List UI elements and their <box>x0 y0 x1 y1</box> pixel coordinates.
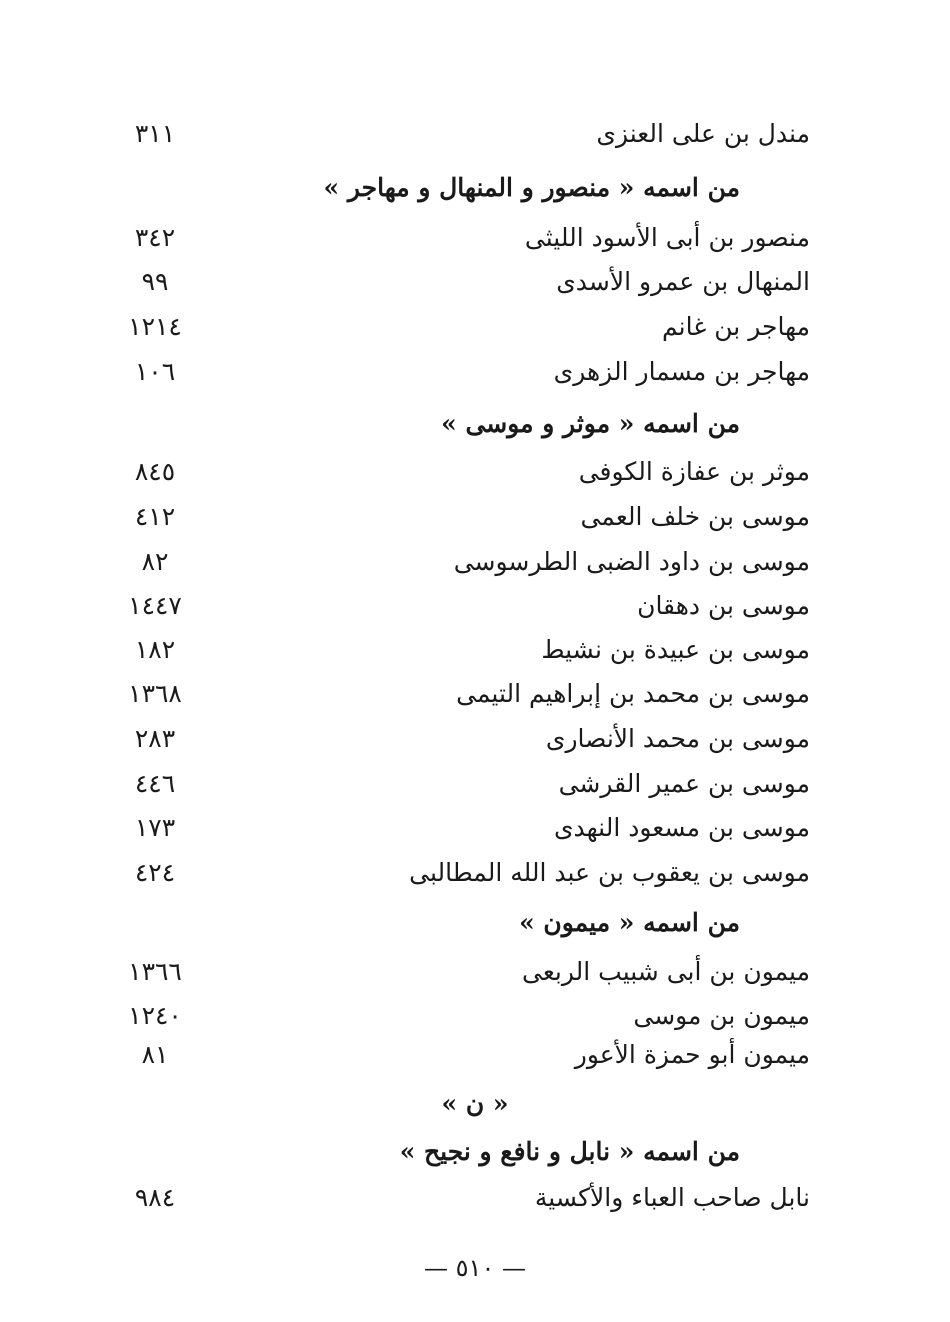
index-entry <box>100 762 810 806</box>
entry-page-number: ٢٨٣ <box>134 724 176 753</box>
index-entry <box>100 216 810 260</box>
index-entry <box>100 450 810 494</box>
index-entry <box>100 628 810 672</box>
index-entry <box>100 584 810 628</box>
entry-name: ميمون بن أبى شبيب الربعى <box>522 957 810 986</box>
index-entry <box>100 540 810 584</box>
entry-page-number: ٤٢٤ <box>134 858 176 887</box>
entry-name: مهاجر بن مسمار الزهرى <box>553 357 810 386</box>
entry-page-number: ٩٨٤ <box>134 1183 176 1212</box>
entry-page-number: ٨٤٥ <box>134 457 176 486</box>
entry-page-number: ١٣٦٦ <box>128 957 182 986</box>
entry-page-number: ١٧٣ <box>134 813 176 842</box>
index-entry <box>100 950 810 994</box>
index-entry <box>100 112 810 156</box>
entry-page-number: ٨١ <box>141 1040 169 1069</box>
entry-name: موسى بن داود الضبى الطرسوسى <box>453 547 810 576</box>
entry-name: موثر بن عفازة الكوفى <box>578 457 810 486</box>
entry-name: موسى بن دهقان <box>637 591 810 620</box>
entry-name: منصور بن أبى الأسود الليثى <box>524 223 810 252</box>
entry-name: نابل صاحب العباء والأكسية <box>534 1183 810 1212</box>
entry-name: مندل بن على العنزى <box>596 119 810 148</box>
entry-name: مهاجر بن غانم <box>662 312 810 341</box>
entry-page-number: ١٠٦ <box>134 357 176 386</box>
entry-page-number: ١٢٤٠ <box>128 1001 182 1030</box>
index-entry <box>100 851 810 895</box>
entry-page-number: ١٤٤٧ <box>128 591 182 620</box>
entry-page-number: ١٢١٤ <box>128 312 182 341</box>
entry-name: ميمون بن موسى <box>633 1001 810 1030</box>
section-heading: من اسمه « موثر و موسى » <box>441 409 740 438</box>
entry-page-number: ٨٢ <box>141 547 169 576</box>
index-entry <box>100 1176 810 1220</box>
index-entry <box>100 495 810 539</box>
letter-heading: « ن » <box>441 1089 509 1118</box>
index-entry <box>100 717 810 761</box>
entry-name: موسى بن محمد بن إبراهيم التيمى <box>456 679 810 708</box>
entry-name: موسى بن محمد الأنصارى <box>545 724 810 753</box>
section-heading: من اسمه « ميمون » <box>519 908 740 937</box>
index-entry <box>100 305 810 349</box>
entry-page-number: ٣٤٢ <box>134 223 176 252</box>
index-entry <box>100 672 810 716</box>
entry-name: موسى بن يعقوب بن عبد الله المطالبى <box>409 858 810 887</box>
entry-page-number: ٤٤٦ <box>134 769 176 798</box>
index-entry <box>100 806 810 850</box>
entry-name: موسى بن مسعود النهدى <box>553 813 810 842</box>
index-entry <box>100 260 810 304</box>
index-entry <box>100 1033 810 1077</box>
entry-page-number: ٩٩ <box>141 267 169 296</box>
entry-page-number: ٤١٢ <box>134 502 176 531</box>
index-entry <box>100 350 810 394</box>
entry-name: موسى بن عمير القرشى <box>558 769 810 798</box>
entry-name: موسى بن عبيدة بن نشيط <box>541 635 810 664</box>
entry-page-number: ١٨٢ <box>134 635 176 664</box>
entry-name: المنهال بن عمرو الأسدى <box>556 267 810 296</box>
entry-page-number: ١٣٦٨ <box>128 679 182 708</box>
page-number: — ٥١٠ — <box>424 1254 526 1282</box>
entry-name: ميمون أبو حمزة الأعور <box>574 1040 810 1069</box>
index-entry <box>100 994 810 1038</box>
section-heading: من اسمه « نابل و نافع و نجيح » <box>399 1137 740 1166</box>
entry-page-number: ٣١١ <box>134 119 176 148</box>
section-heading: من اسمه « منصور و المنهال و مهاجر » <box>323 173 740 202</box>
entry-name: موسى بن خلف العمى <box>580 502 810 531</box>
